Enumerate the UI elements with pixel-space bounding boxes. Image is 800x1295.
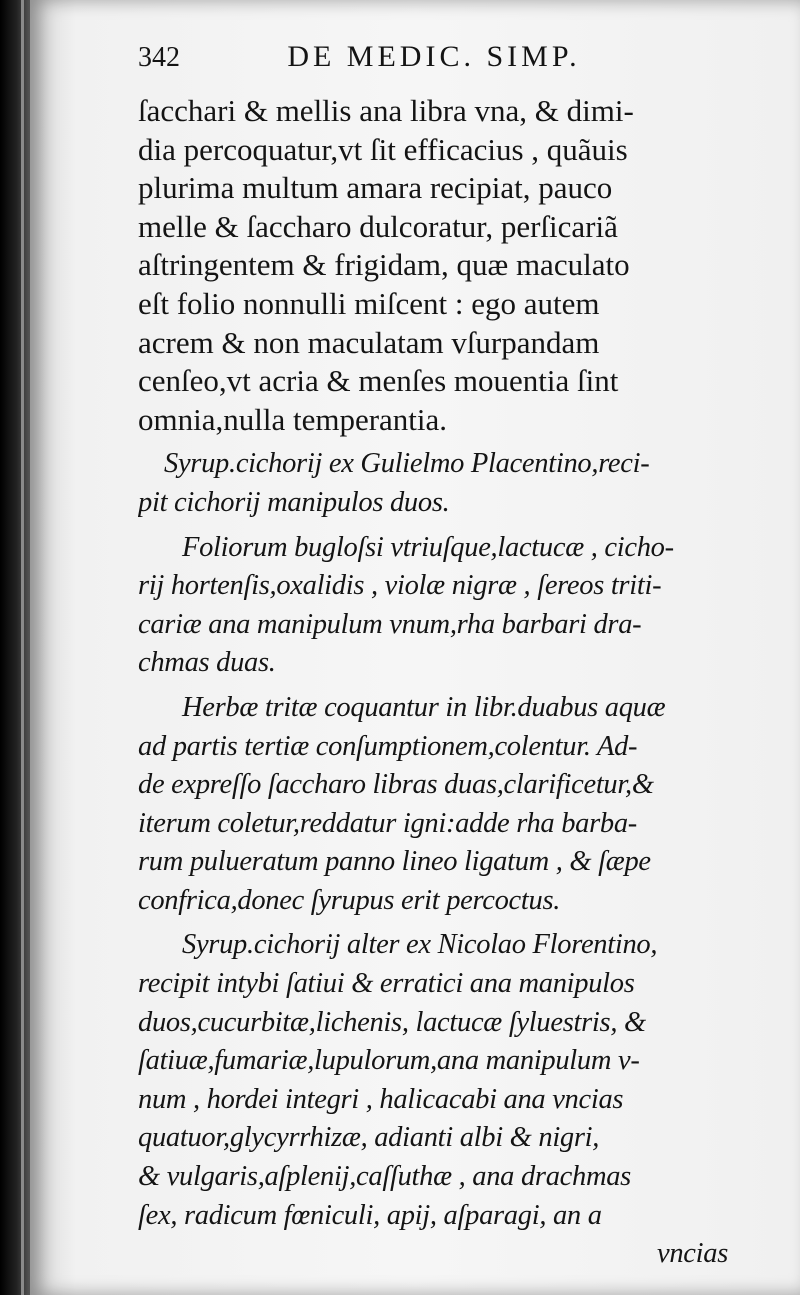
text-line: rum pulueratum panno lineo ligatum , & ſæpe	[138, 846, 651, 878]
running-title: DE MEDIC. SIMP.	[287, 40, 581, 73]
text-line: iterum coletur,reddatur igni:adde rha barba-	[138, 807, 637, 839]
text-line: pit cichorij manipulos duos.	[138, 486, 450, 518]
text-line: omnia,nulla temperantia.	[138, 401, 448, 437]
page-number: 342	[138, 42, 180, 73]
text-line: confrica,donec ſyrupus erit percoctus.	[138, 884, 561, 916]
text-line: cenſeo,vt acria & menſes mouentia ſint	[138, 363, 619, 399]
text-line: de expreſſo ſaccharo libras duas,clarificetur,&	[138, 769, 654, 801]
recipe-preparation-paragraph	[138, 689, 728, 921]
text-line: ad partis tertiæ conſumptionem,colentur. Ad-	[138, 730, 638, 762]
page-text	[138, 40, 728, 1274]
text-line: Syrup.cichorij ex Gulielmo Placentino,reci-	[164, 448, 650, 480]
text-line: eſt folio nonnulli miſcent : ego autem	[138, 285, 600, 321]
text-line: num , hordei integri , halicacabi ana vncias	[138, 1083, 624, 1115]
recipe-syrup-placentino-heading	[138, 445, 728, 522]
text-line: Herbæ tritæ coquantur in libr.duabus aquæ	[182, 691, 666, 723]
text-line: ſatiuæ,fumariæ,lupulorum,ana manipulum v-	[138, 1045, 640, 1077]
text-line: recipit intybi ſatiui & erratici ana manipulos	[138, 968, 635, 1000]
text-line: & vulgaris,aſplenij,caſſuthæ , ana drachmas	[138, 1161, 631, 1193]
catchword: vncias	[656, 1238, 728, 1270]
text-line: melle & ſaccharo dulcoratur, perſicariã	[138, 208, 618, 244]
text-line: Syrup.cichorij alter ex Nicolao Florentino,	[182, 929, 658, 961]
roman-paragraph	[138, 92, 728, 439]
text-line: quatuor,glycyrrhizæ, adianti albi & nigri,	[138, 1122, 600, 1154]
text-line: Foliorum bugloſsi vtriuſque,lactucæ , cicho-	[182, 531, 674, 563]
text-line: chmas duas.	[138, 647, 276, 679]
text-line: acrem & non maculatam vſurpandam	[138, 324, 600, 360]
recipe-syrup-florentino-paragraph	[138, 926, 728, 1235]
recipe-ingredients-paragraph	[138, 529, 728, 683]
text-line: plurima multum amara recipiat, pauco	[138, 170, 613, 206]
text-line: aſtringentem & frigidam, quæ maculato	[138, 247, 630, 283]
running-header	[138, 40, 728, 92]
gutter-fold-line	[21, 0, 24, 1295]
text-line: dia percoquatur,vt ſit efficacius , quãuis	[138, 131, 628, 167]
book-gutter	[0, 0, 30, 1295]
text-line: ſex, radicum fœniculi, apij, aſparagi, an a	[138, 1199, 602, 1231]
text-line: duos,cucurbitæ,lichenis, lactucæ ſyluestris, &	[138, 1006, 646, 1038]
text-line: rij hortenſis,oxalidis , violæ nigræ , ſereos triti-	[138, 570, 662, 602]
text-line: cariæ ana manipulum vnum,rha barbari dra-	[138, 608, 642, 640]
text-line: ſacchari & mellis ana libra vna, & dimi-	[138, 93, 634, 128]
